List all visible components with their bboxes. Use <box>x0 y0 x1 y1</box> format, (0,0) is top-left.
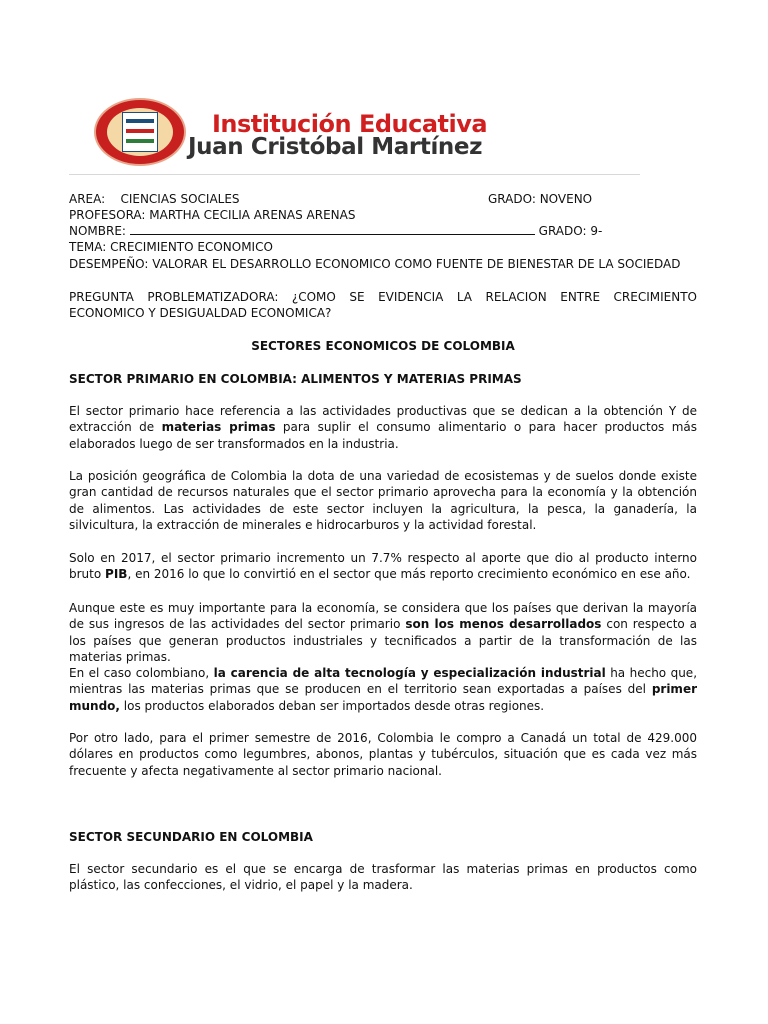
logo-school-name: Juan Cristóbal Martínez <box>188 134 483 160</box>
paragraph-1: El sector primario hace referencia a las actividades productivas que se dedican a la obtención Y de extracción de materias primas para suplir el consumo alimentario o para hacer productos más elaborados luego de ser transformados en la industria. <box>69 404 698 451</box>
sector-primario-heading: SECTOR PRIMARIO EN COLOMBIA: ALIMENTOS Y MATERIAS PRIMAS <box>69 372 522 386</box>
logo-institution-name: Institución Educativa <box>212 110 488 138</box>
sector-secundario-heading: SECTOR SECUNDARIO EN COLOMBIA <box>69 830 313 844</box>
nombre-label: NOMBRE: <box>69 224 126 238</box>
profesora-line: PROFESORA: MARTHA CECILIA ARENAS ARENAS <box>69 208 356 222</box>
paragraph-4: Aunque este es muy importante para la economía, se considera que los países que derivan la mayoría de sus ingresos de las actividades del sector primario son los menos desarrollados con respecto a los países que generan productos industriales y tecnificados a partir de la transformación de las materias primas. <box>69 601 697 664</box>
paragraph-5: En el caso colombiano, la carencia de alta tecnología y especialización industrial ha hecho que, mientras las materias primas que se producen en el territorio sean exportadas a países del primer mundo, los productos elaborados deban ser importados desde otras regiones. <box>69 666 698 713</box>
desempeno-line: DESEMPEÑO: VALORAR EL DESARROLLO ECONOMICO COMO FUENTE DE BIENESTAR DE LA SOCIEDAD <box>69 257 681 271</box>
paragraph-2: La posición geográfica de Colombia la dota de una variedad de ecosistemas y de suelos donde existe gran cantidad de recursos naturales que el sector primario aprovecha para la economía y la obtención de alimentos. Las actividades de este sector incluyen la agricultura, la pesca, la ganadería, la silvicultura, la extracción de minerales e hidrocarburos y la actividad forestal. <box>69 469 697 532</box>
paragraph-7: El sector secundario es el que se encarga de trasformar las materias primas en productos como plástico, las confecciones, el vidrio, el papel y la madera. <box>69 862 697 893</box>
main-title: SECTORES ECONOMICOS DE COLOMBIA <box>251 339 515 353</box>
paragraph-3: Solo en 2017, el sector primario incremento un 7.7% respecto al aporte que dio al producto interno bruto PIB, en 2016 lo que lo convirtió en el sector que más reporto crecimiento económico en ese año. <box>69 551 697 582</box>
grado-text: GRADO: NOVENO <box>488 192 593 206</box>
area-value: CIENCIAS SOCIALES <box>120 192 240 206</box>
school-seal-icon <box>94 98 186 166</box>
bold-pib: PIB <box>105 567 128 582</box>
paragraph-6: Por otro lado, para el primer semestre de 2016, Colombia le compro a Canadá un total de 429.000 dólares en productos como legumbres, abonos, plantas y tubérculos, situación que es cada vez más frecuente y afecta negativamente al sector primario nacional. <box>69 731 697 778</box>
bold-carencia: la carencia de alta tecnología y especialización industrial <box>213 666 606 680</box>
bold-menos-desarrollados: son los menos desarrollados <box>405 617 602 632</box>
nombre-blank-field[interactable] <box>130 223 535 235</box>
header-divider <box>69 174 640 175</box>
tema-line: TEMA: CRECIMIENTO ECONOMICO <box>69 240 273 254</box>
area-line <box>69 191 697 207</box>
area-label: AREA: <box>69 192 106 206</box>
bold-primer-mundo: primer mundo, <box>69 682 697 713</box>
pregunta-problematizadora: PREGUNTA PROBLEMATIZADORA: ¿COMO SE EVIDENCIA LA RELACION ENTRE CRECIMIENTO ECONOMICO Y DESIGUALDAD ECONOMICA? <box>69 290 697 321</box>
grado-group: GRADO: 9- <box>538 224 603 238</box>
institution-logo <box>94 96 544 170</box>
nombre-line <box>69 223 697 239</box>
bold-materias-primas: materias primas <box>161 420 276 435</box>
